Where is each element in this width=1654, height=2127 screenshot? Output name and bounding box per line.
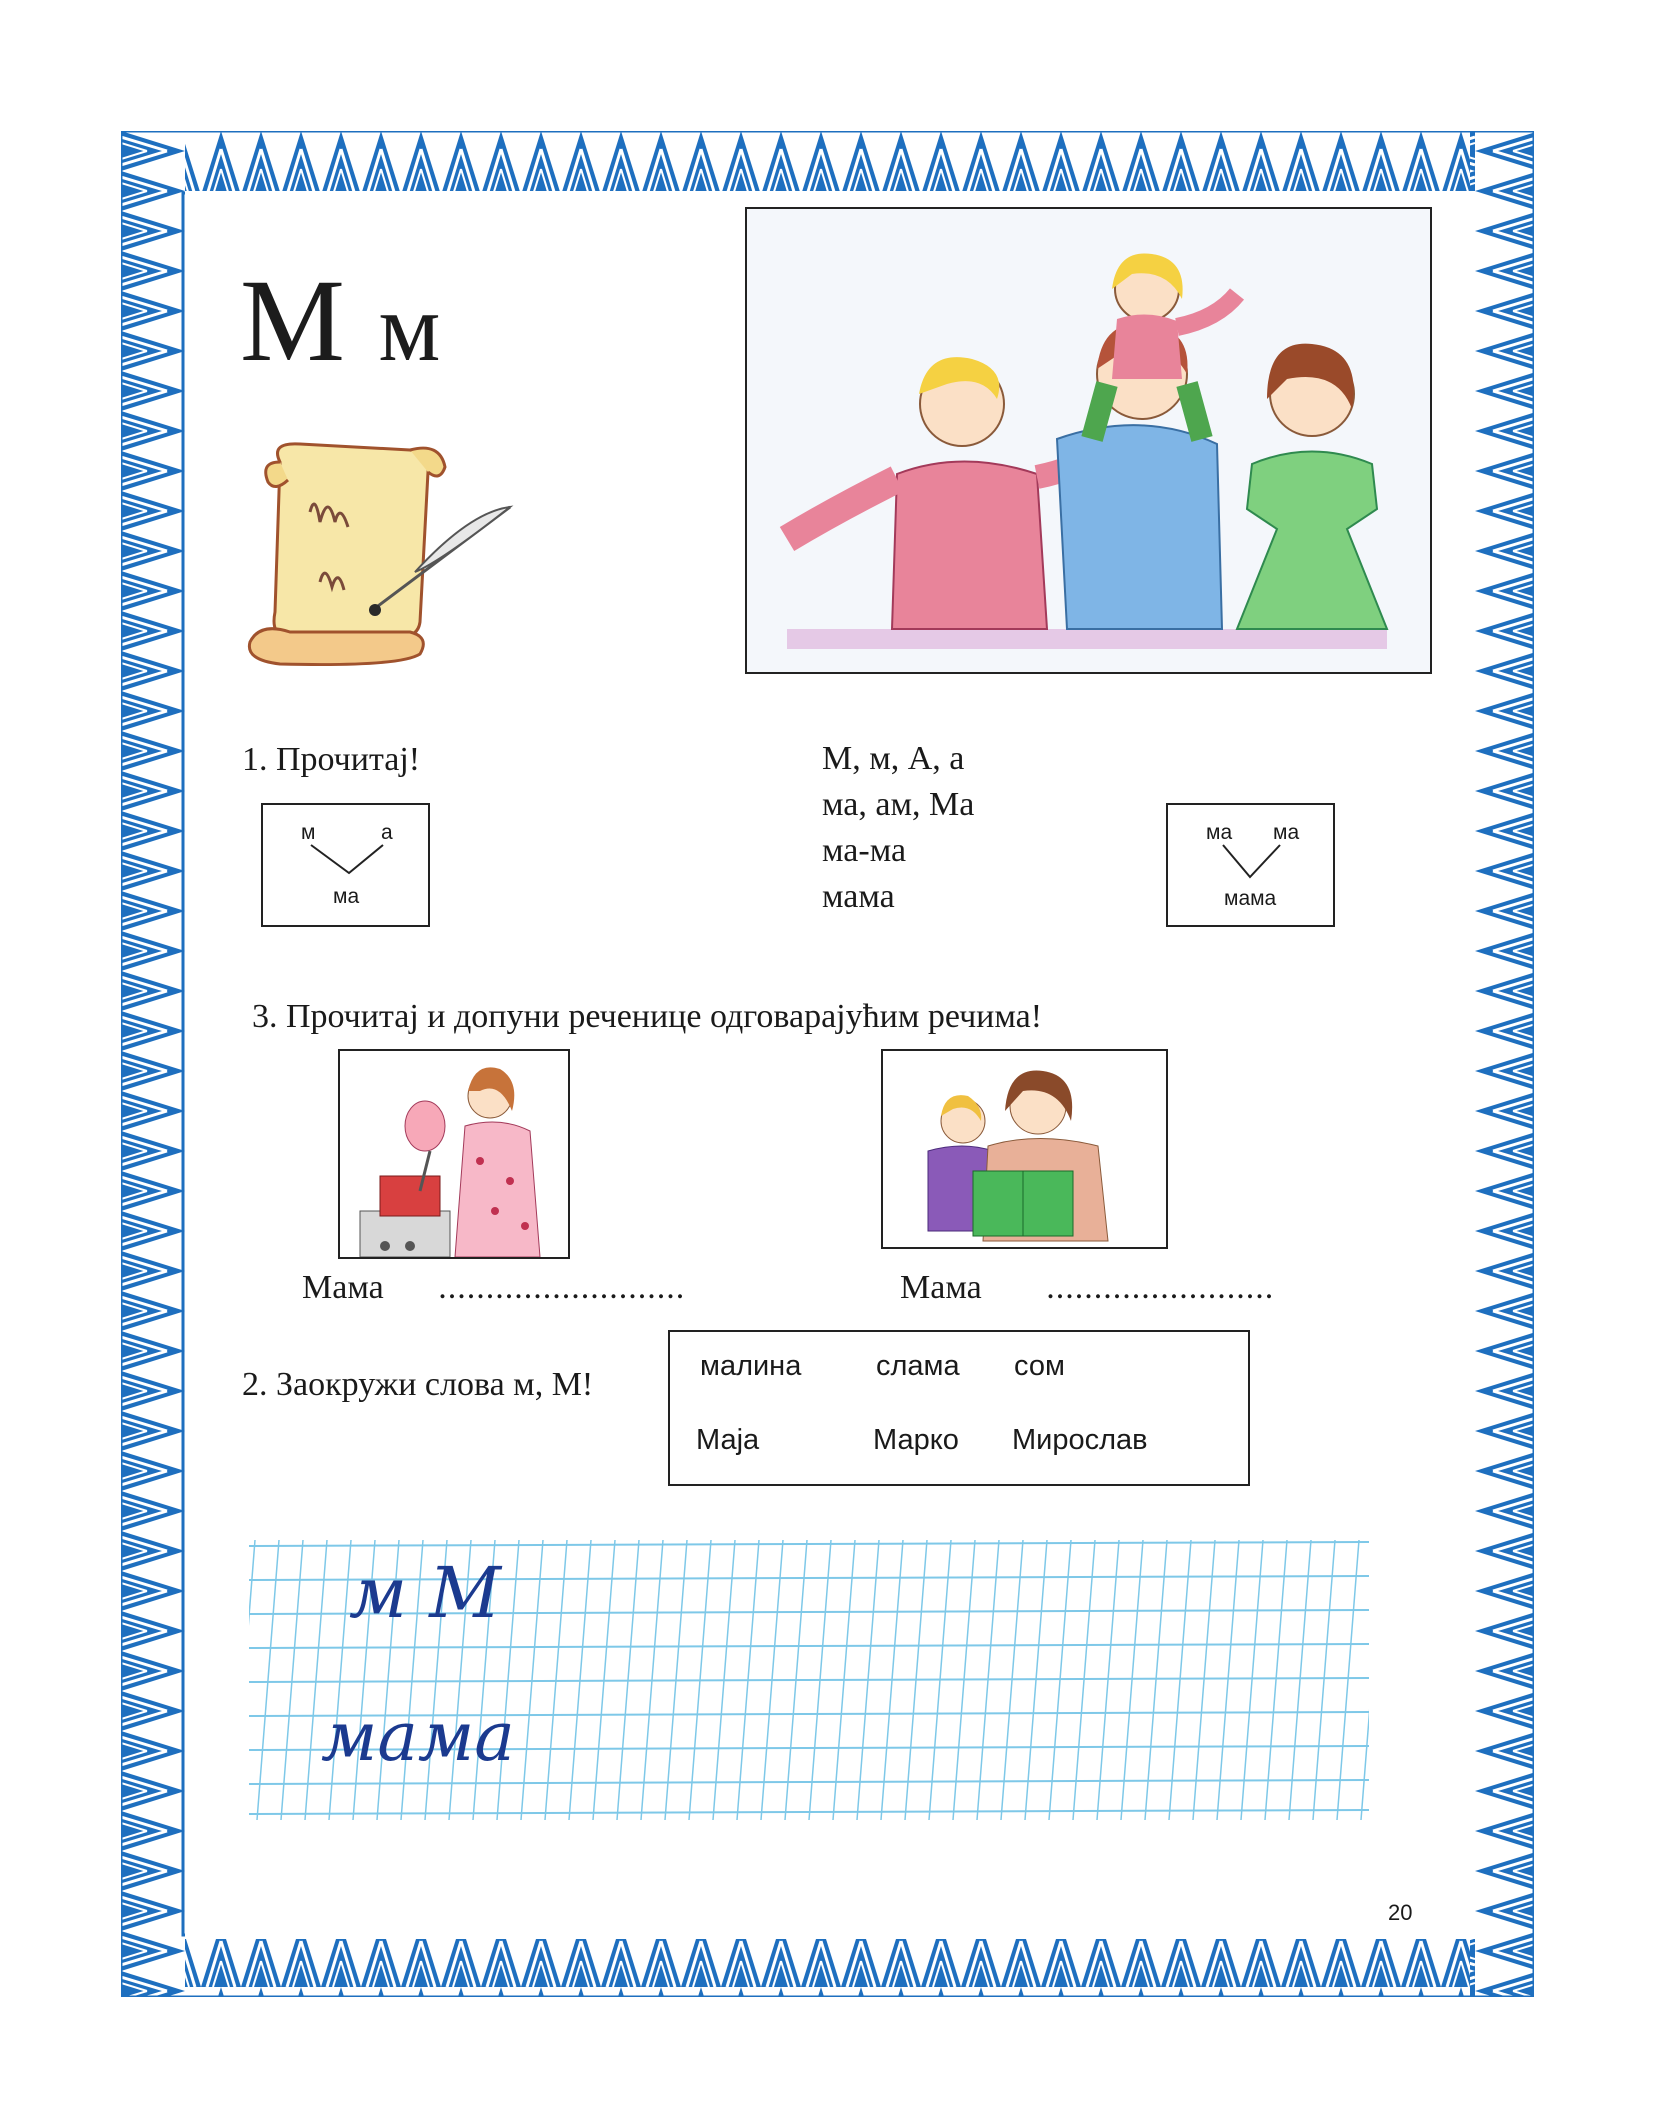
syllable-line-2: ма, ам, Ма (822, 786, 975, 823)
task3-title: 3. Прочитај и допуни реченице одговарајућим речима! (252, 998, 1043, 1035)
letter-heading (240, 255, 443, 386)
sentence-left (302, 1268, 685, 1309)
sentence-left-blank[interactable]: .......................... (438, 1269, 686, 1306)
handwriting-line-1: м М (349, 1552, 501, 1634)
mother-reading-with-son-illustration (881, 1049, 1168, 1249)
word-som[interactable]: сом (1014, 1350, 1065, 1382)
sentence-right-blank[interactable]: ........................ (1046, 1269, 1275, 1306)
task2-title: 2. Заокружи слова м, М! (242, 1366, 594, 1403)
syllable-box-right (1166, 803, 1335, 927)
syllable-box-left (261, 803, 430, 927)
syllable-a: а (381, 821, 393, 844)
mother-cooking-illustration (338, 1049, 570, 1259)
word-malina[interactable]: малина (700, 1350, 802, 1382)
syllable-m: м (301, 821, 316, 844)
syllable-line-4: мама (822, 878, 895, 915)
syllable-list (822, 736, 974, 920)
syllable-line-1: М, м, А, а (822, 740, 965, 777)
scroll-with-quill-illustration (240, 432, 530, 672)
syllable-mama: мама (1224, 887, 1277, 910)
syllable-line-3: ма-ма (822, 832, 907, 869)
circle-words-box (668, 1330, 1250, 1486)
handwriting-line-2: мама (321, 1698, 515, 1777)
letter-lower: м (378, 274, 443, 382)
letter-upper: М (240, 255, 347, 386)
word-slama[interactable]: слама (876, 1350, 960, 1382)
word-marko[interactable]: Марко (873, 1424, 959, 1456)
syllable-ma-2: ма (1273, 821, 1300, 844)
syllable-ma-1: ма (1206, 821, 1233, 844)
handwriting-practice-grid (249, 1540, 1369, 1820)
sentence-right-word: Мама (900, 1269, 982, 1306)
word-miroslav[interactable]: Мирослав (1012, 1424, 1148, 1456)
family-illustration (745, 207, 1432, 674)
syllable-ma: ма (333, 885, 360, 908)
sentence-left-word: Мама (302, 1269, 384, 1306)
page-number: 20 (1388, 1900, 1413, 1925)
word-maja[interactable]: Маја (696, 1424, 760, 1456)
task1-title: 1. Прочитај! (242, 741, 421, 778)
sentence-right (900, 1268, 1274, 1309)
